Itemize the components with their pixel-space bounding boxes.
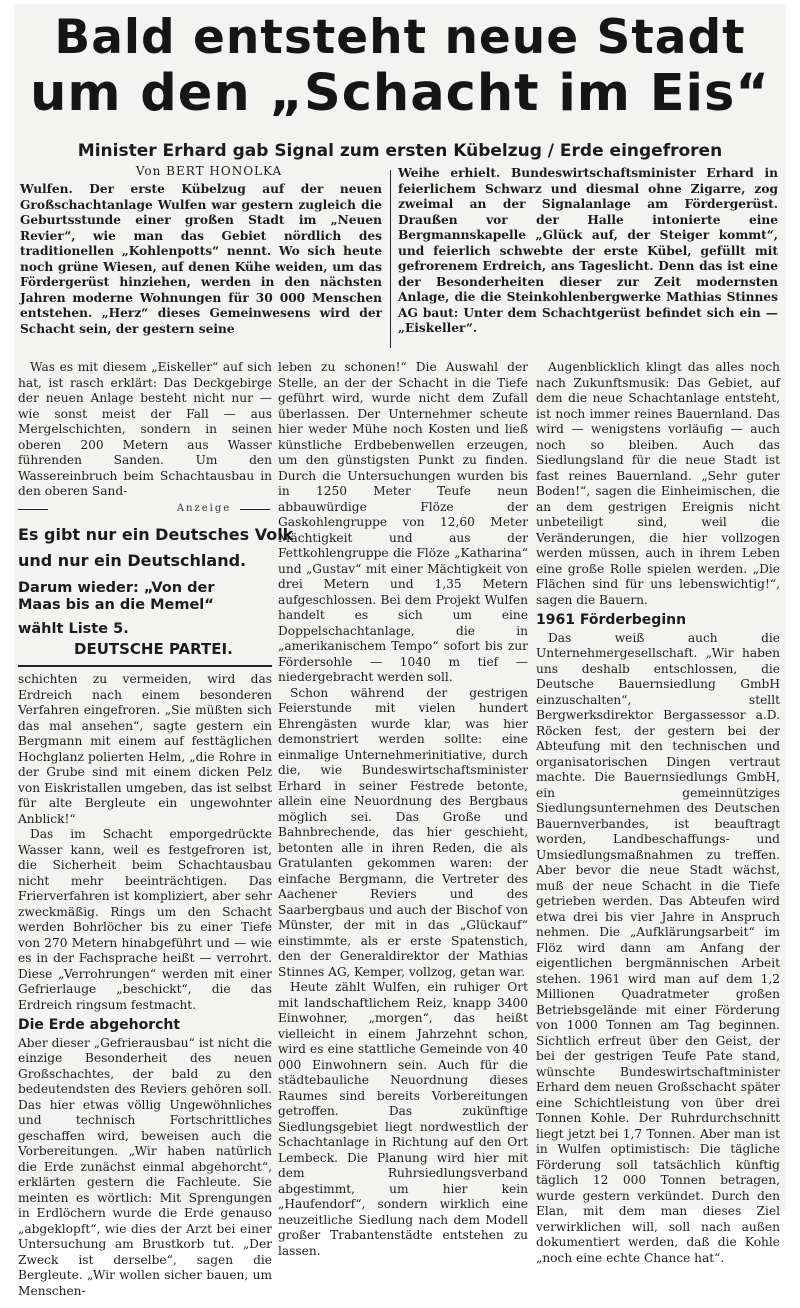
- column-3: [536, 360, 780, 1265]
- column-1-top-text: Was es mit diesem „Eiskeller“ auf sich hat, ist rasch erklärt: Das Deckgebirge der neuen Anlage besteht nicht nur — wie sonst meist der Fall — aus Mergelschichten, sondern in seinen oberen 200 Metern aus Wasser führenden Sanden. Um den Wassereinbruch beim Schachtausbau in den oberen Sand-: [18, 360, 272, 498]
- ad-line-3: Darum wieder: „Von der Maas bis an die Memel“: [18, 580, 215, 613]
- lead-right-text: Weihe erhielt. Bundeswirtschaftsminister Erhard in feierlichem Schwarz und diesmal ohne Zigarre, zog zweimal an der Signalanlage am Fördergerüst. Draußen vor der Halle intonierte eine Bergmannskapelle „Glück auf, der Steiger kommt“, und feierlich schwebte der erste Kübel, gefüllt mit gefrorenem Erdreich, ans Tageslicht. Denn das ist eine der Besonderheiten dieser zur Zeit modernsten Anlage, die die Steinkohlenbergwerke Mathias Stinnes AG baut: Unter dem Schachtgerüst befindet sich ein — „Eiskeller“.: [398, 166, 778, 335]
- column-3-para-2: Das weiß auch die Unternehmergesellschaft. „Wir haben uns deshalb entschlossen, die Deutsche Bauernsiedlung GmbH einzuschalten“, stellt Bergwerksdirektor Bergassessor a.D. Röcken fest, der gestern bei der Abteufung mit den technischen und organisatorischen Dingen vertraut machte. Die Bauernsiedlungs GmbH, ein gemeinnütziges Siedlungsunternehmen des Deutschen Bauernverbandes, ist beauftragt worden, Landbeschaffungs- und Umsiedlungsmaßnahmen zu treffen. Aber bevor die neue Stadt wächst, muß der neue Schacht in die Tiefe getrieben werden. Das Abteufen wird etwa drei bis vier Jahre in Anspruch nehmen. Die „Aufklärungsarbeit“ im Flöz wird dann am Anfang der eigentlichen bergmännischen Arbeit stehen. 1961 wird man auf dem 1,2 Millionen Quadratmeter großen Betriebsgelände mit einer Förderung von 1000 Tonnen am Tag beginnen. Sichtlich erfreut über den Geist, der bei der gestrigen Teufe Pate stand, wünschte Bundeswirtschaftminister Erhard dem neuen Großschacht später eine Schichtleistung von über drei Tonnen Kohle. Der Ruhrdurchschnitt liegt jetzt bei 1,7 Tonnen. Aber man ist in Wulfen optimistisch: Die tägliche Förderung soll tatsächlich künftig täglich 12 000 Tonnen betragen, wurde gestern verkündet. Durch den Elan, mit dem man dieses Ziel verwirklichen will, soll nach außen dokumentiert werden, daß die Kohle „noch eine echte Chance hat“.: [536, 630, 780, 1265]
- ad-line-5: DEUTSCHE PARTEI.: [74, 640, 233, 658]
- ad-line-4: wählt Liste 5.: [18, 621, 129, 637]
- byline: Von BERT HONOLKA: [135, 164, 283, 178]
- ad-bottom-rule: [18, 665, 272, 667]
- column-2-para-2: Schon während der gestrigen Feierstunde mit vielen hundert Ehrengästen wurde klar, was hier demonstriert werden sollte: eine einmalige Unternehmerinitiative, durch die, wie Bundeswirtschaftsminister Erhard in seiner Festrede betonte, allein eine Neuordnung des Bergbaus möglich sei. Das Große und Bahnbrechende, das hier geschieht, betonten alle in ihren Reden, die als Gratulanten gekommen waren: der einfache Bergmann, die Vertreter des Aachener Reviers und des Saarbergbaus und auch der Bischof von Münster, der mit in das „Glückauf“ einstimmte, als er erste Spatenstich, den der Generaldirektor der Mathias Stinnes AG, Kemper, vollzog, getan war.: [278, 685, 528, 979]
- column-1-para-1: schichten zu vermeiden, wird das Erdreich nach einem besonderen Verfahren eingefroren. „Sie müßten sich das mal ansehen“, sagte gestern ein Bergmann mit einem auf festtäglichen Hochglanz polierten Helm, „die Rohre in der Grube sind mit einem dicken Pelz von Eiskristallen umgeben, das ist selbst für alte Bergleute ein ungewohnter Anblick!“: [18, 672, 272, 826]
- headline-line-2: um den „Schacht im Eis“: [30, 64, 770, 123]
- lead-left-text: Wulfen. Der erste Kübelzug auf der neuen Großschachtanlage Wulfen war gestern zugleich die Geburtsstunde einer großen Stadt im „Neuen Revier“, wie man das Gebiet nördlich des traditionellen „Kohlenpotts“ nennt. Wo sich heute noch grüne Wiesen, auf denen Kühe weiden, um das Fördergerüst hinziehen, werden in den nächsten Jahren moderne Wohnungen für 30 000 Menschen entstehen. „Herz“ dieses Gemeinwesens wird der Schacht sein, der gestern seine: [20, 182, 382, 336]
- column-1-para-3: Aber dieser „Gefrierausbau“ ist nicht die einzige Besonderheit des neuen Großschachtes, der bald zu den bedeutendsten des Reviers gehören soll. Das hier etwas völlig Ungewöhnliches und technisch Fortschrittliches geschaffen wird, beweisen auch die Vorbereitungen. „Wir haben natürlich die Erde zunächst einmal abgehorcht“, erklärten gestern die Fachleute. Sie meinten es wörtlich: Mit Sprengungen in Erdlöchern wurde die Erde genauso „abgeklopft“, wie dies der Arzt bei einer Untersuchung am Brustkorb tut. „Der Zweck ist derselbe“, sagen die Bergleute. „Wir wollen sicher bauen, um Menschen-: [18, 1035, 272, 1298]
- column-3-subheading: 1961 Förderbeginn: [536, 612, 687, 628]
- lead-right-column: [398, 166, 778, 350]
- column-3-para-1: Augenblicklich klingt das alles noch nach Zukunftsmusik: Das Gebiet, auf dem die neue Schachtanlage entsteht, ist noch immer reines Bauernland. Das wird — wenigstens vorläufig — auch noch so bleiben. Auch das Siedlungsland für die neue Stadt ist fast reines Bauernland. „Sehr guter Boden!“, sagen die Einheimischen, die an dem gestrigen Ereignis nicht unbeteiligt sind, weil die Veränderungen, die hier vollzogen werden müssen, auch in ihrem Leben eine große Rolle spielen werden. „Die Flächen sind für uns lebenswichtig!“, sagen die Bauern.: [536, 360, 780, 607]
- subheadline: Minister Erhard gab Signal zum ersten Kübelzug / Erde eingefroren: [77, 141, 723, 161]
- newspaper-clipping: [14, 4, 786, 1298]
- ad-rule-right: [240, 509, 270, 510]
- column-1-para-2: Das im Schacht emporgedrückte Wasser kann, weil es festgefroren ist, die Sicherheit beim Schachtausbau nicht mehr beeinträchtigen. Das Frierverfahren ist kompliziert, aber sehr zweckmäßig. Rings um den Schacht werden Bohrlöcher bis zu einer Tiefe von 270 Metern hinabgeführt und — wie es in der Fachsprache heißt — verrohrt. Diese „Verrohrungen“ werden mit einer Gefrierlauge „beschickt“, die das Erdreich ringsum festmacht.: [18, 827, 272, 1012]
- column-2-para-1: leben zu schonen!“ Die Auswahl der Stelle, an der der Schacht in die Tiefe geführt wird, wurde nicht dem Zufall überlassen. Der Unternehmer scheute hier weder Mühe noch Kosten und ließ künstliche Erdbebenwellen erzeugen, um den günstigsten Punkt zu finden. Durch die Untersuchungen wurden bis in 1250 Meter Teufe neun abbauwürdige Flöze der Gaskohlengruppe von 12,60 Meter Mächtigkeit und aus der Fettkohlengruppe die Flöze „Katharina“ und „Gustav“ mit einer Mächtigkeit von drei Metern und 1,35 Metern aufgeschlossen. Bei dem Projekt Wulfen handelt es sich um eine Doppelschachtanlage, die in „amerikanischem Tempo“ sofort bis zur Fördersohle — 1040 m tief — niedergebracht werden soll.: [278, 360, 528, 684]
- lead-divider: [390, 170, 391, 348]
- lead-left-column: [20, 182, 382, 350]
- column-2-para-3: Heute zählt Wulfen, ein ruhiger Ort mit landschaftlichem Reiz, knapp 3400 Einwohner, „morgen“, das heißt vielleicht in einem Jahrzehnt schon, wird es eine stattliche Gemeinde von 40 000 Einwohnern sein. Auch für die städtebauliche Neuordnung dieses Raumes sind bereits Vorbereitungen getroffen. Das zukünftige Siedlungsgebiet liegt nordwestlich der Schachtanlage in Richtung auf den Ort Lembeck. Die Planung wird hier mit dem Ruhrsiedlungsverband abgestimmt, um hier kein „Haufendorf“, sondern wirklich eine neuzeitliche Siedlung nach dem Modell großer Trabantenstädte entstehen zu lassen.: [278, 980, 528, 1258]
- ad-line-2: und nur ein Deutschland.: [18, 551, 247, 570]
- column-1-subheading: Die Erde abgehorcht: [18, 1017, 181, 1033]
- column-1-lower: [18, 672, 272, 1298]
- headline-line-1: Bald entsteht neue Stadt: [54, 10, 746, 65]
- ad-label: Anzeige: [176, 503, 232, 514]
- ad-line-1: Es gibt nur ein Deutsches Volk: [18, 525, 294, 544]
- ad-rule-left: [18, 509, 48, 510]
- column-1-top: [18, 360, 272, 500]
- column-2: [278, 360, 528, 1258]
